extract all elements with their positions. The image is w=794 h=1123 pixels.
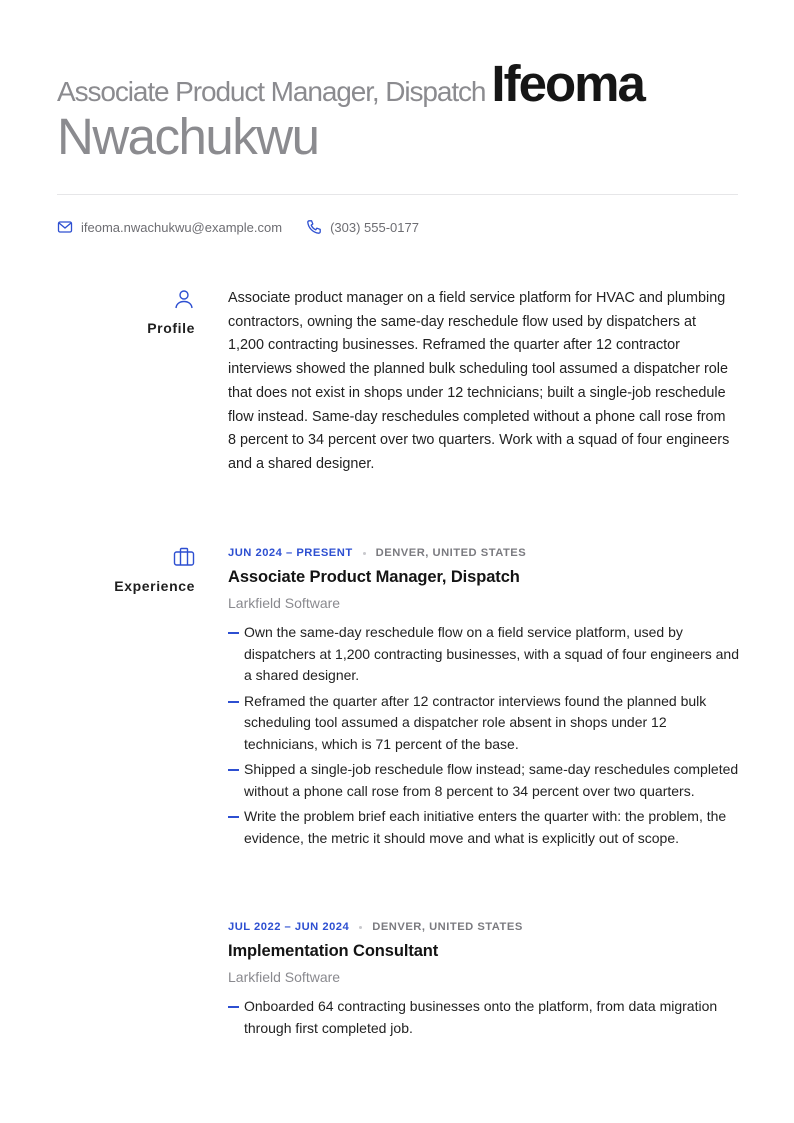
job-location: DENVER, UNITED STATES xyxy=(375,547,527,559)
section-label-profile: Profile xyxy=(147,320,195,336)
contact-email[interactable] xyxy=(57,219,282,235)
last-name: Nwachukwu xyxy=(57,108,319,165)
email-link[interactable]: ifeoma.nwachukwu@example.com xyxy=(81,219,283,235)
job-bullets xyxy=(228,996,740,1039)
job-meta xyxy=(228,921,740,933)
profile-summary: Associate product manager on a field service platform for HVAC and plumbing contractors, owning the same-day reschedule flow used by dispatchers at 1,200 contracting businesses. Reframed the quarter after 12 contractor interviews showed the planned bulk scheduling tool assumed a dispatcher role that does not exist in shops under 12 technicians; built a single-job reschedule flow instead. Same-day reschedules completed without a phone call rose from 8 percent to 34 percent over two quarters. Work with a squad of four engineers and a shared designer. xyxy=(228,290,730,472)
bullet-text: Reframed the quarter after 12 contractor interviews found the planned bulk scheduling tool assumed a dispatcher role absent in shops under 12 technicians, which is 71 percent of the base. xyxy=(244,692,707,752)
job-location: DENVER, UNITED STATES xyxy=(372,921,523,933)
bullet-text: Write the problem brief each initiative enters the quarter with: the problem, the evidence, the metric it should move and what is explicitly out of scope. xyxy=(244,808,727,846)
bullet-item xyxy=(228,996,740,1039)
job-dates: JUN 2024 – PRESENT xyxy=(228,547,353,559)
bullet-text: Shipped a single-job reschedule flow instead; same-day reschedules completed without a phone call rose from 8 percent to 34 percent over two quarters. xyxy=(244,761,739,799)
dash-icon xyxy=(228,701,239,703)
user-icon xyxy=(172,287,196,311)
phone-number[interactable]: (303) 555-0177 xyxy=(330,219,419,235)
job-meta xyxy=(228,547,740,559)
bullet-item xyxy=(228,806,740,849)
job-role: Associate Product Manager, Dispatch xyxy=(57,76,486,107)
resume-header xyxy=(57,55,747,165)
job-company: Larkfield Software xyxy=(228,595,341,611)
section-label-experience: Experience xyxy=(114,578,195,594)
meta-separator xyxy=(359,926,362,929)
job-company: Larkfield Software xyxy=(228,969,341,985)
job-bullets xyxy=(228,622,740,849)
dash-icon xyxy=(228,769,239,771)
first-name: Ifeoma xyxy=(491,55,644,112)
job-entry xyxy=(228,921,740,1043)
job-title: Associate Product Manager, Dispatch xyxy=(228,568,520,586)
phone-icon xyxy=(306,219,322,235)
dash-icon xyxy=(228,816,239,818)
dash-icon xyxy=(228,1006,239,1008)
briefcase-icon xyxy=(172,545,196,569)
bullet-text: Own the same-day reschedule flow on a field service platform, used by dispatchers at 1,200 contracting businesses, with a squad of four engineers and a shared designer. xyxy=(244,624,739,683)
job-entry xyxy=(228,547,740,853)
bullet-item xyxy=(228,622,740,687)
job-title: Implementation Consultant xyxy=(228,942,439,960)
meta-separator xyxy=(363,552,366,555)
bullet-item xyxy=(228,691,740,756)
bullet-item xyxy=(228,759,740,802)
contact-phone[interactable] xyxy=(306,219,419,235)
bullet-text: Onboarded 64 contracting businesses onto the platform, from data migration through first completed job. xyxy=(244,998,718,1036)
contact-row xyxy=(57,219,443,235)
header-divider xyxy=(57,194,738,195)
headline xyxy=(57,55,747,165)
mail-icon xyxy=(57,219,73,235)
job-dates: JUL 2022 – JUN 2024 xyxy=(228,921,350,933)
dash-icon xyxy=(228,632,239,634)
